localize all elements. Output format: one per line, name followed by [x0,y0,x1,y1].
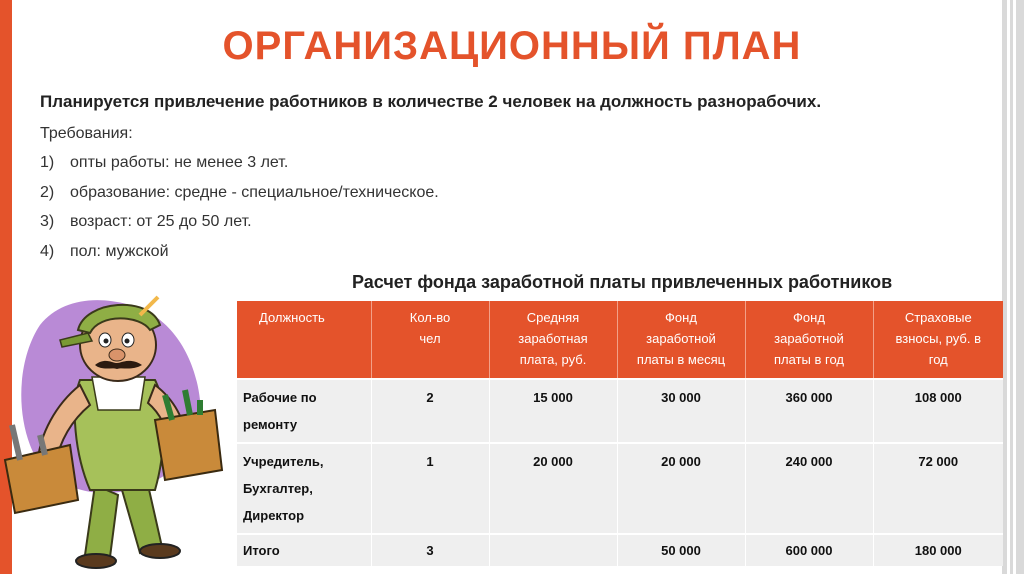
list-item: 4) пол: мужской [40,242,169,260]
cell-avg: 15 000 [489,379,617,443]
cell-year: 360 000 [745,379,873,443]
cell-insurance: 180 000 [873,534,1003,566]
cell-month: 30 000 [617,379,745,443]
table-row [237,379,1003,443]
cell-avg: 20 000 [489,443,617,534]
list-item: 1) опты работы: не менее 3 лет. [40,154,289,171]
list-item: 3) возраст: от 25 до 50 лет. [40,213,252,230]
table-row [237,443,1003,534]
header-insurance: Страховые взносы, руб. в год [873,301,1003,379]
right-decor-stripes [1000,0,1024,574]
payroll-table [237,301,1003,566]
cell-position: Учредитель, Бухгалтер, Директор [237,443,371,534]
cell-position: Итого [237,534,371,566]
worker-with-toolboxes-icon [0,285,240,574]
table-title: Расчет фонда заработной платы привлеченных работников [352,272,893,292]
table-header-row [237,301,1003,379]
cell-count: 1 [371,443,489,534]
cell-count: 2 [371,379,489,443]
cell-insurance: 72 000 [873,443,1003,534]
header-count: Кол-во чел [371,301,489,379]
header-month-fund: Фонд заработной платы в месяц [617,301,745,379]
page-title: ОРГАНИЗАЦИОННЫЙ ПЛАН [222,24,802,68]
cell-position: Рабочие по ремонту [237,379,371,443]
cell-year: 600 000 [745,534,873,566]
cell-insurance: 108 000 [873,379,1003,443]
header-avg-salary: Средняя заработная плата, руб. [489,301,617,379]
cell-avg [489,534,617,566]
table-row [237,534,1003,566]
lead-text: Планируется привлечение работников в количестве 2 человек на должность разнорабочих. [40,92,822,111]
cell-year: 240 000 [745,443,873,534]
header-position: Должность [237,301,371,379]
header-year-fund: Фонд заработной платы в год [745,301,873,379]
cell-month: 50 000 [617,534,745,566]
cell-month: 20 000 [617,443,745,534]
requirements-list [40,154,439,272]
requirements-title: Требования: [40,125,133,142]
cell-count: 3 [371,534,489,566]
list-item: 2) образование: средне - специальное/техническое. [40,183,439,201]
